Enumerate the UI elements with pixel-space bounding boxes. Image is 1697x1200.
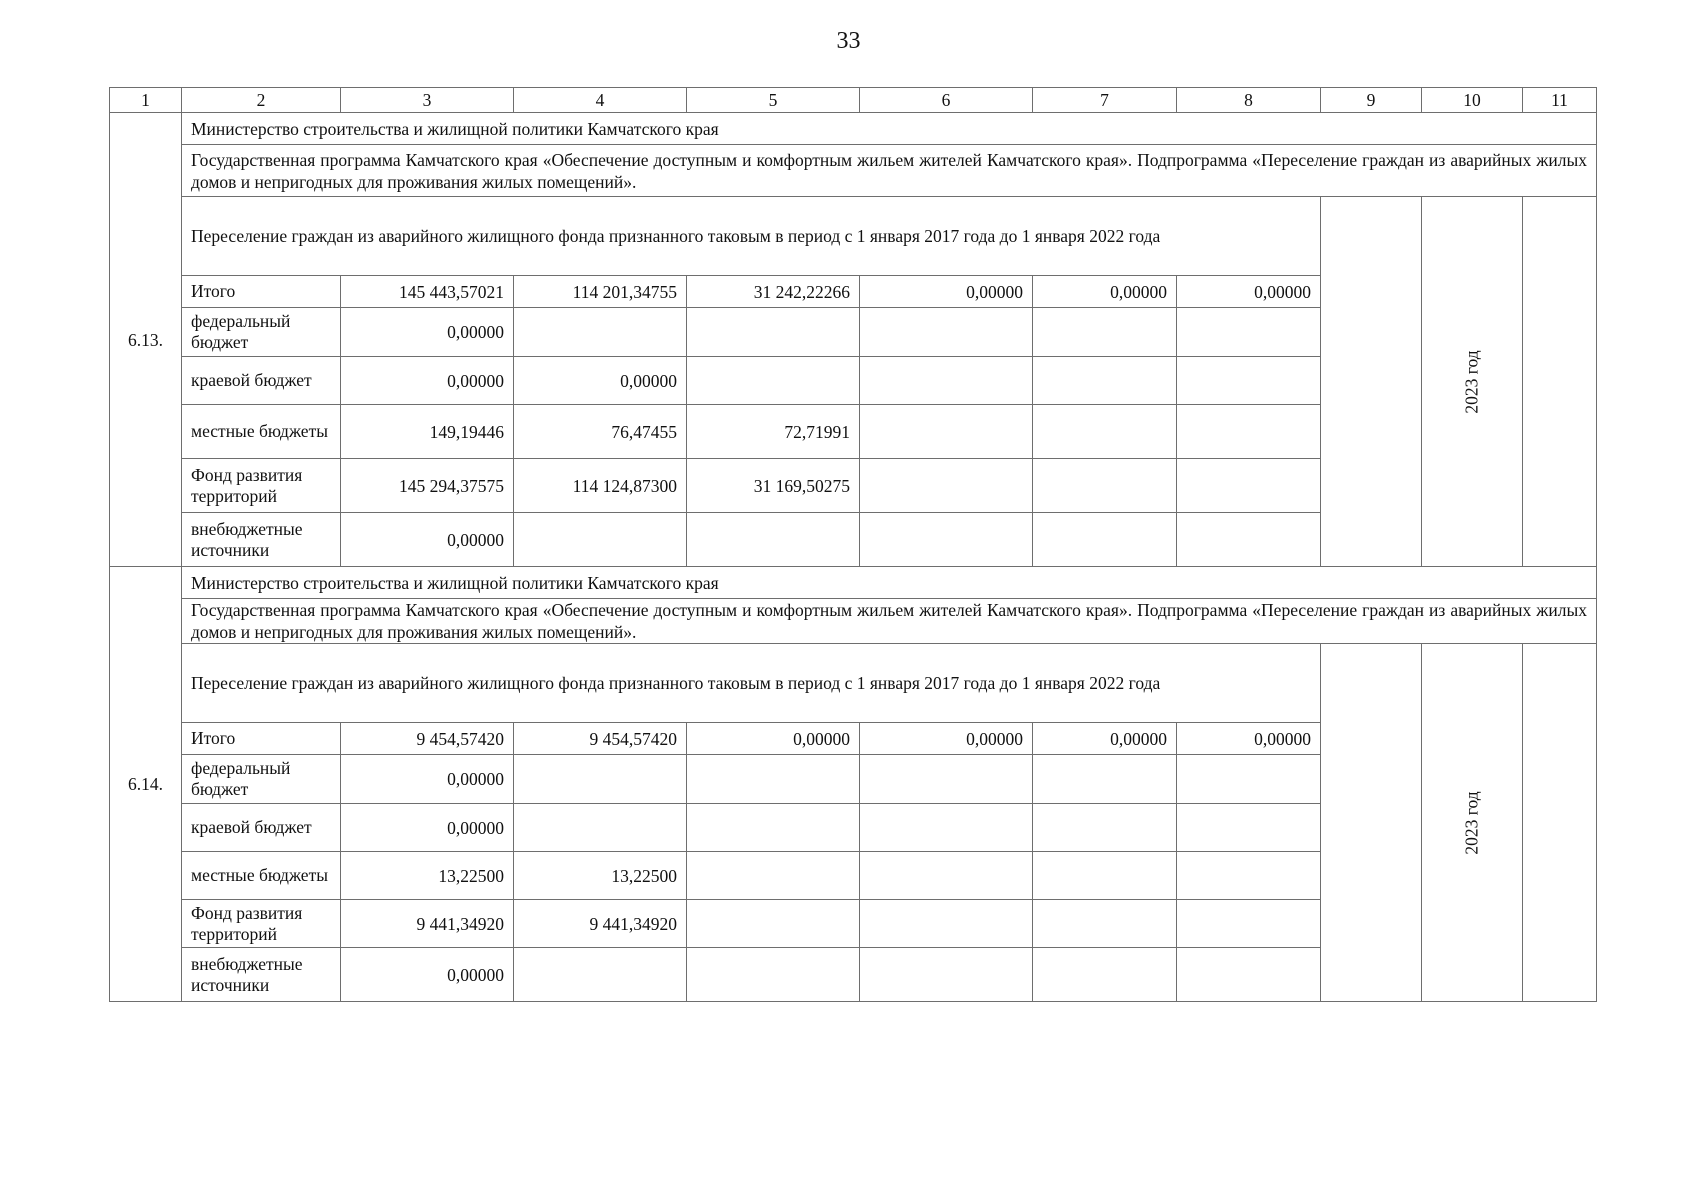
funding-value bbox=[1033, 900, 1177, 948]
funding-source-label: местные бюджеты bbox=[182, 405, 341, 459]
funding-source-label: краевой бюджет bbox=[182, 357, 341, 405]
column-number: 2 bbox=[182, 88, 341, 113]
funding-value bbox=[687, 755, 860, 804]
funding-value: 9 454,57420 bbox=[514, 723, 687, 755]
funding-value bbox=[1033, 357, 1177, 405]
funding-source-label: Итого bbox=[182, 723, 341, 755]
column-11-cell bbox=[1523, 197, 1597, 567]
funding-value: 0,00000 bbox=[514, 357, 687, 405]
funding-value bbox=[860, 357, 1033, 405]
column-9-cell bbox=[1321, 197, 1422, 567]
funding-value bbox=[1033, 405, 1177, 459]
funding-source-label: Итого bbox=[182, 276, 341, 308]
funding-value bbox=[514, 804, 687, 852]
funding-value bbox=[860, 852, 1033, 900]
funding-value: 0,00000 bbox=[341, 948, 514, 1002]
funding-value bbox=[1177, 804, 1321, 852]
funding-value bbox=[860, 308, 1033, 357]
funding-value bbox=[1033, 513, 1177, 567]
column-number: 3 bbox=[341, 88, 514, 113]
funding-value: 0,00000 bbox=[1177, 723, 1321, 755]
column-9-cell bbox=[1321, 644, 1422, 1002]
column-number: 7 bbox=[1033, 88, 1177, 113]
funding-value: 145 294,37575 bbox=[341, 459, 514, 513]
funding-value: 9 441,34920 bbox=[341, 900, 514, 948]
column-number: 4 bbox=[514, 88, 687, 113]
funding-value bbox=[1177, 405, 1321, 459]
funding-value bbox=[1177, 900, 1321, 948]
page-number: 33 bbox=[836, 28, 861, 54]
funding-value bbox=[1177, 513, 1321, 567]
section-activity-row bbox=[110, 644, 1597, 723]
funding-value bbox=[860, 900, 1033, 948]
funding-value bbox=[687, 804, 860, 852]
funding-source-label: федеральный бюджет bbox=[182, 755, 341, 804]
year-label: 2023 год bbox=[1462, 349, 1482, 414]
funding-value: 114 201,34755 bbox=[514, 276, 687, 308]
funding-value: 0,00000 bbox=[341, 804, 514, 852]
section-number: 6.14. bbox=[110, 567, 182, 1002]
funding-value bbox=[860, 405, 1033, 459]
year-cell bbox=[1422, 197, 1523, 567]
funding-value: 0,00000 bbox=[341, 513, 514, 567]
section-program-row bbox=[110, 599, 1597, 644]
funding-value: 9 454,57420 bbox=[341, 723, 514, 755]
column-number: 11 bbox=[1523, 88, 1597, 113]
funding-value: 0,00000 bbox=[341, 755, 514, 804]
funding-value bbox=[1177, 852, 1321, 900]
funding-value: 0,00000 bbox=[1177, 276, 1321, 308]
section-ministry-row bbox=[110, 113, 1597, 145]
column-number: 5 bbox=[687, 88, 860, 113]
program-name: Государственная программа Камчатского края «Обеспечение доступным и комфортным жильем жителей Камчатского края». Подпрограмма «Переселение граждан из аварийных жилых домов и непригодных для проживания жилых помещений». bbox=[182, 145, 1597, 197]
funding-value: 0,00000 bbox=[1033, 276, 1177, 308]
section-program-row bbox=[110, 145, 1597, 197]
funding-value: 0,00000 bbox=[860, 276, 1033, 308]
funding-value bbox=[687, 513, 860, 567]
funding-value bbox=[860, 513, 1033, 567]
funding-value: 13,22500 bbox=[341, 852, 514, 900]
column-11-cell bbox=[1523, 644, 1597, 1002]
funding-source-label: Фонд развития территорий bbox=[182, 459, 341, 513]
ministry-name: Министерство строительства и жилищной политики Камчатского края bbox=[182, 113, 1597, 145]
funding-value bbox=[687, 852, 860, 900]
funding-value bbox=[1033, 948, 1177, 1002]
funding-source-label: федеральный бюджет bbox=[182, 308, 341, 357]
column-number: 6 bbox=[860, 88, 1033, 113]
funding-value bbox=[687, 357, 860, 405]
funding-value: 0,00000 bbox=[341, 308, 514, 357]
section-activity-row bbox=[110, 197, 1597, 276]
year-label: 2023 год bbox=[1462, 790, 1482, 855]
funding-value: 76,47455 bbox=[514, 405, 687, 459]
funding-value bbox=[1033, 459, 1177, 513]
funding-value bbox=[687, 948, 860, 1002]
funding-value: 9 441,34920 bbox=[514, 900, 687, 948]
program-name: Государственная программа Камчатского края «Обеспечение доступным и комфортным жильем жителей Камчатского края». Подпрограмма «Переселение граждан из аварийных жилых домов и непригодных для проживания жилых помещений». bbox=[182, 599, 1597, 644]
funding-source-label: местные бюджеты bbox=[182, 852, 341, 900]
funding-value bbox=[1177, 948, 1321, 1002]
funding-value bbox=[514, 948, 687, 1002]
funding-value: 0,00000 bbox=[860, 723, 1033, 755]
funding-value: 145 443,57021 bbox=[341, 276, 514, 308]
activity-name: Переселение граждан из аварийного жилищного фонда признанного таковым в период с 1 января 2017 года до 1 января 2022 года bbox=[182, 197, 1321, 276]
funding-value bbox=[860, 948, 1033, 1002]
funding-value bbox=[1177, 755, 1321, 804]
funding-value bbox=[1177, 459, 1321, 513]
section-ministry-row bbox=[110, 567, 1597, 599]
funding-value bbox=[1033, 852, 1177, 900]
column-number: 10 bbox=[1422, 88, 1523, 113]
funding-source-label: Фонд развития территорий bbox=[182, 900, 341, 948]
funding-value bbox=[1033, 804, 1177, 852]
funding-value bbox=[860, 755, 1033, 804]
funding-value: 114 124,87300 bbox=[514, 459, 687, 513]
funding-value bbox=[514, 755, 687, 804]
funding-value: 149,19446 bbox=[341, 405, 514, 459]
funding-value bbox=[687, 308, 860, 357]
funding-value: 31 242,22266 bbox=[687, 276, 860, 308]
activity-name: Переселение граждан из аварийного жилищного фонда признанного таковым в период с 1 января 2017 года до 1 января 2022 года bbox=[182, 644, 1321, 723]
column-number-row bbox=[110, 88, 1597, 113]
funding-value: 13,22500 bbox=[514, 852, 687, 900]
funding-source-label: внебюджетные источники bbox=[182, 513, 341, 567]
funding-value: 72,71991 bbox=[687, 405, 860, 459]
table-body bbox=[110, 88, 1597, 1002]
year-cell bbox=[1422, 644, 1523, 1002]
funding-value: 31 169,50275 bbox=[687, 459, 860, 513]
column-number: 1 bbox=[110, 88, 182, 113]
funding-value bbox=[514, 513, 687, 567]
funding-value bbox=[1033, 755, 1177, 804]
funding-value bbox=[860, 804, 1033, 852]
funding-value: 0,00000 bbox=[687, 723, 860, 755]
funding-value: 0,00000 bbox=[341, 357, 514, 405]
funding-value bbox=[1177, 308, 1321, 357]
funding-value bbox=[860, 459, 1033, 513]
budget-table bbox=[109, 87, 1597, 1002]
funding-source-label: внебюджетные источники bbox=[182, 948, 341, 1002]
section-number: 6.13. bbox=[110, 113, 182, 567]
funding-value bbox=[687, 900, 860, 948]
funding-value bbox=[514, 308, 687, 357]
ministry-name: Министерство строительства и жилищной политики Камчатского края bbox=[182, 567, 1597, 599]
column-number: 8 bbox=[1177, 88, 1321, 113]
funding-source-label: краевой бюджет bbox=[182, 804, 341, 852]
funding-value bbox=[1177, 357, 1321, 405]
funding-value: 0,00000 bbox=[1033, 723, 1177, 755]
column-number: 9 bbox=[1321, 88, 1422, 113]
funding-value bbox=[1033, 308, 1177, 357]
